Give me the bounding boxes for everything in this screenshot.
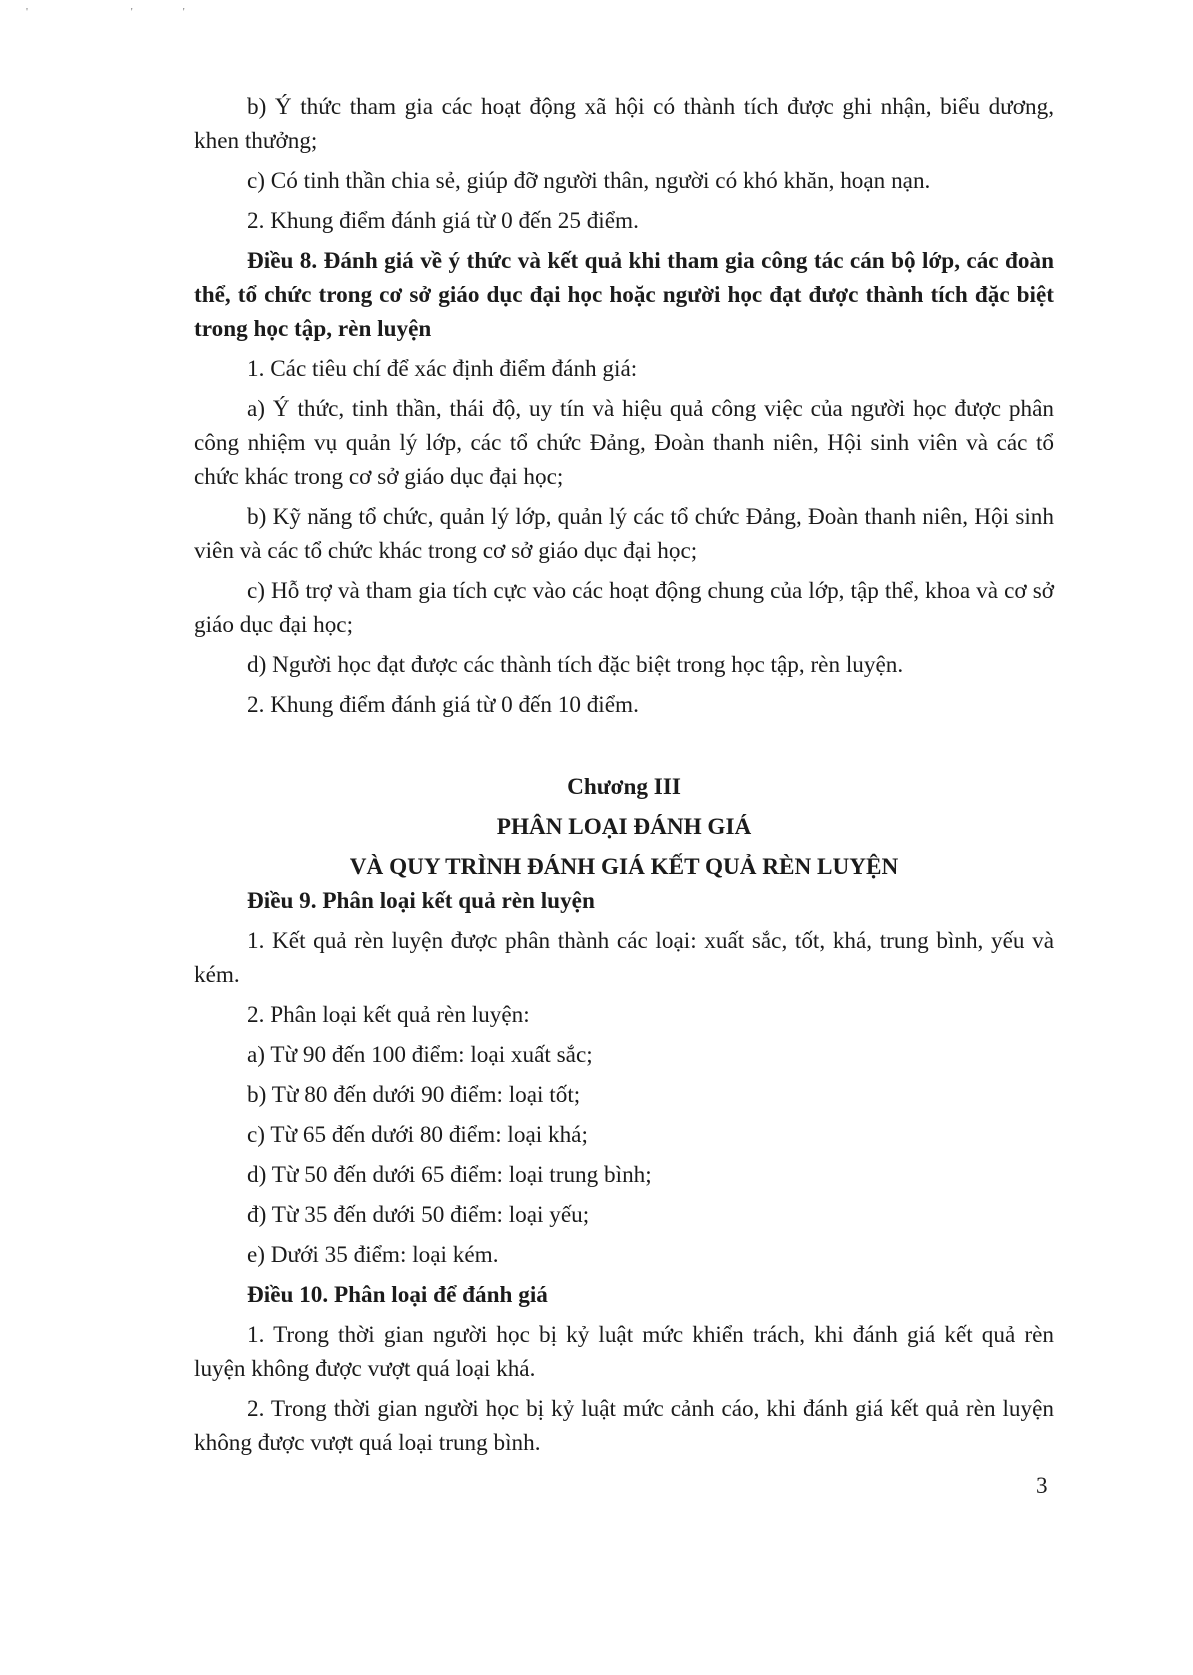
paragraph: c) Có tinh thần chia sẻ, giúp đỡ người thân, người có khó khăn, hoạn nạn. <box>247 168 931 194</box>
page-number: 3 <box>1036 1473 1048 1499</box>
list-item: b) Từ 80 đến dưới 90 điểm: loại tốt; <box>247 1082 581 1108</box>
paragraph: 2. Khung điểm đánh giá từ 0 đến 25 điểm. <box>247 208 639 234</box>
list-item: d) Từ 50 đến dưới 65 điểm: loại trung bình; <box>247 1162 652 1188</box>
paragraph: a) Ý thức, tinh thần, thái độ, uy tín và hiệu quả công việc của người học được phân công nhiệm vụ quản lý lớp, các tổ chức Đảng, Đoàn thanh niên, Hội sinh viên và các tổ chức khác trong cơ sở giáo dục đại học; <box>194 396 1054 490</box>
article-heading-8: Điều 8. Đánh giá về ý thức và kết quả khi tham gia công tác cán bộ lớp, các đoàn thể, tổ chức trong cơ sở giáo dục đại học hoặc người học đạt được thành tích đặc biệt trong học tập, rèn luyện <box>194 248 1054 342</box>
scan-specks: ' '' <box>26 6 235 18</box>
article-heading-10: Điều 10. Phân loại để đánh giá <box>247 1282 548 1308</box>
paragraph: b) Kỹ năng tổ chức, quản lý lớp, quản lý các tổ chức Đảng, Đoàn thanh niên, Hội sinh viên và các tổ chức khác trong cơ sở giáo dục đại học; <box>194 504 1054 564</box>
paragraph: b) Ý thức tham gia các hoạt động xã hội có thành tích được ghi nhận, biểu dương, khen thưởng; <box>194 94 1054 154</box>
paragraph: c) Hỗ trợ và tham gia tích cực vào các hoạt động chung của lớp, tập thể, khoa và cơ sở giáo dục đại học; <box>194 578 1054 638</box>
paragraph: 2. Khung điểm đánh giá từ 0 đến 10 điểm. <box>247 692 639 718</box>
paragraph: 1. Các tiêu chí để xác định điểm đánh giá: <box>247 356 638 382</box>
chapter-label: Chương III <box>567 774 681 800</box>
list-item: e) Dưới 35 điểm: loại kém. <box>247 1242 499 1268</box>
document-body <box>194 90 1054 1460</box>
paragraph: 2. Trong thời gian người học bị kỷ luật mức cảnh cáo, khi đánh giá kết quả rèn luyện không được vượt quá loại trung bình. <box>194 1396 1054 1456</box>
list-item: đ) Từ 35 đến dưới 50 điểm: loại yếu; <box>247 1202 590 1228</box>
article-heading-9: Điều 9. Phân loại kết quả rèn luyện <box>247 888 595 914</box>
list-item: c) Từ 65 đến dưới 80 điểm: loại khá; <box>247 1122 588 1148</box>
paragraph: 1. Trong thời gian người học bị kỷ luật mức khiển trách, khi đánh giá kết quả rèn luyện không được vượt quá loại khá. <box>194 1322 1054 1382</box>
chapter-title-line2: VÀ QUY TRÌNH ĐÁNH GIÁ KẾT QUẢ RÈN LUYỆN <box>349 854 899 880</box>
chapter-title-line1: PHÂN LOẠI ĐÁNH GIÁ <box>496 814 752 840</box>
paragraph: 2. Phân loại kết quả rèn luyện: <box>247 1002 530 1028</box>
paragraph: 1. Kết quả rèn luyện được phân thành các loại: xuất sắc, tốt, khá, trung bình, yếu và kém. <box>194 928 1054 988</box>
list-item: a) Từ 90 đến 100 điểm: loại xuất sắc; <box>247 1042 593 1068</box>
paragraph: d) Người học đạt được các thành tích đặc biệt trong học tập, rèn luyện. <box>247 652 904 678</box>
